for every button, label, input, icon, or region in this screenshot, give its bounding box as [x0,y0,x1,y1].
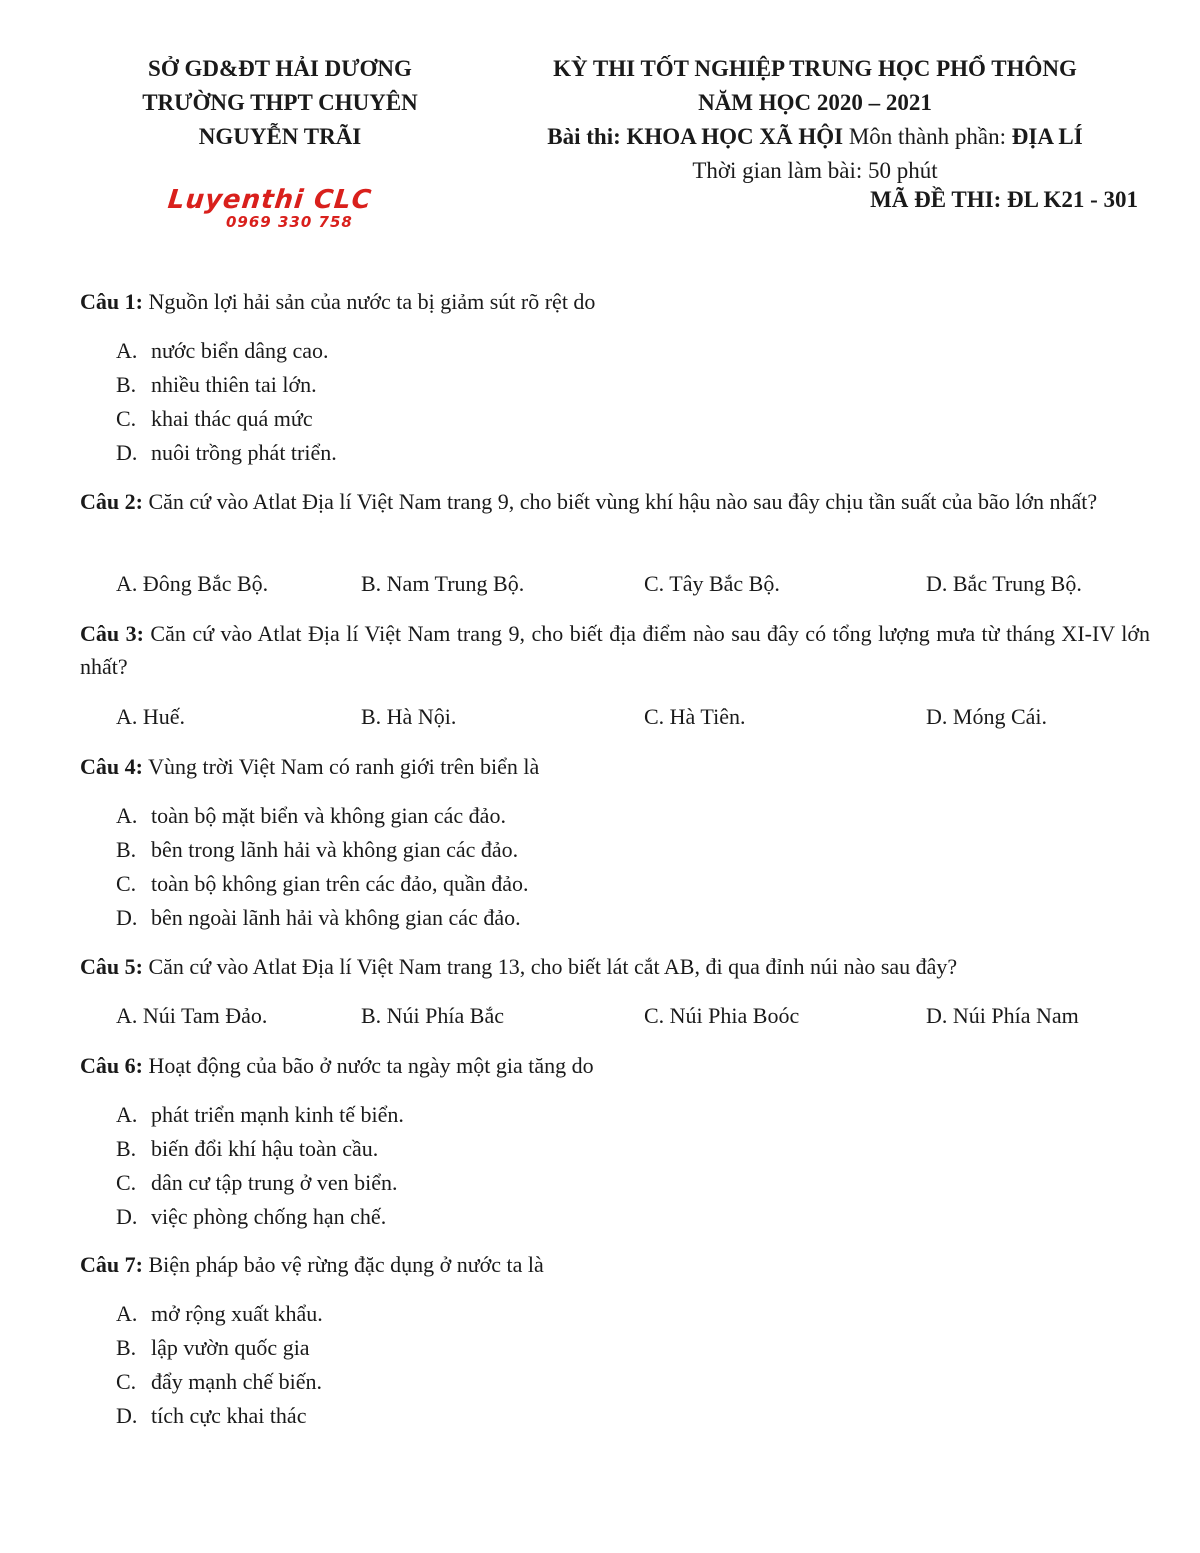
option-c[interactable]: C. toàn bộ không gian trên các đảo, quần đảo. [116,871,529,896]
question-text: Căn cứ vào Atlat Địa lí Việt Nam trang 9, cho biết vùng khí hậu nào sau đây chịu tần suất của bão lớn nhất? [148,489,1098,514]
question-label: Câu 7: [80,1252,143,1277]
exam-title: KỲ THI TỐT NGHIỆP TRUNG HỌC PHỔ THÔNG [553,56,1077,81]
subject-name: KHOA HỌC XÃ HỘI [626,124,844,149]
option-a[interactable]: A. mở rộng xuất khẩu. [116,1301,323,1326]
option-b[interactable]: B. Hà Nội. [361,704,457,729]
subject-line [470,120,1160,154]
option-d[interactable]: D. bên ngoài lãnh hải và không gian các đảo. [116,905,521,930]
option-c[interactable]: C. Hà Tiên. [644,704,746,729]
option-b[interactable]: B. nhiều thiên tai lớn. [116,372,317,397]
exam-code: MÃ ĐỀ THI: ĐL K21 - 301 [870,187,1138,212]
option-d[interactable]: D. Núi Phía Nam [926,1003,1079,1028]
subject-prefix: Bài thi: [547,124,621,149]
question-label: Câu 5: [80,954,143,979]
school-header [100,52,460,154]
options-q7 [116,1297,323,1433]
question-2 [80,485,1150,518]
logo-phone: 0969 330 758 [226,213,353,231]
options-q1 [116,334,337,470]
option-d[interactable]: D. tích cực khai thác [116,1403,307,1428]
option-b[interactable]: B. Núi Phía Bắc [361,1003,504,1028]
school-name-line2: NGUYỄN TRÃI [198,124,362,149]
option-a[interactable]: A. Núi Tam Đảo. [116,1003,268,1028]
option-a[interactable]: A. phát triển mạnh kinh tế biển. [116,1102,404,1127]
option-a[interactable]: A. nước biển dâng cao. [116,338,329,363]
question-label: Câu 6: [80,1053,143,1078]
exam-header [470,52,1160,188]
option-c[interactable]: C. Núi Phia Boóc [644,1003,800,1028]
option-c[interactable]: C. khai thác quá mức [116,406,313,431]
question-7 [80,1248,1150,1281]
option-b[interactable]: B. lập vườn quốc gia [116,1335,310,1360]
question-6 [80,1049,1150,1082]
option-d[interactable]: D. việc phòng chống hạn chế. [116,1204,387,1229]
option-d[interactable]: D. nuôi trồng phát triển. [116,440,337,465]
option-c[interactable]: C. đẩy mạnh chế biến. [116,1369,323,1394]
question-3 [80,617,1150,683]
question-label: Câu 1: [80,289,143,314]
component-prefix: Môn thành phần: [848,124,1007,149]
options-q6 [116,1098,404,1234]
question-text: Vùng trời Việt Nam có ranh giới trên biển là [148,754,540,779]
school-year: NĂM HỌC 2020 – 2021 [698,90,932,115]
exam-time: Thời gian làm bài: 50 phút [692,158,938,183]
option-d[interactable]: D. Bắc Trung Bộ. [926,571,1082,596]
department-name: SỞ GD&ĐT HẢI DƯƠNG [148,56,412,81]
option-a[interactable]: A. toàn bộ mặt biển và không gian các đảo. [116,803,506,828]
question-text: Căn cứ vào Atlat Địa lí Việt Nam trang 9, cho biết địa điểm nào sau đây có tổng lượng mưa từ tháng XI-IV lớn nhất? [80,621,1151,679]
options-q4 [116,799,529,935]
school-name-line1: TRƯỜNG THPT CHUYÊN [142,90,418,115]
question-text: Nguồn lợi hải sản của nước ta bị giảm sút rõ rệt do [148,289,596,314]
option-a[interactable]: A. Đông Bắc Bộ. [116,571,269,596]
question-1 [80,285,1150,318]
question-text: Hoạt động của bão ở nước ta ngày một gia tăng do [148,1053,594,1078]
question-label: Câu 4: [80,754,143,779]
logo-brand: Luyenthi CLC [166,185,374,215]
question-5 [80,950,1150,983]
option-a[interactable]: A. Huế. [116,704,186,729]
question-text: Biện pháp bảo vệ rừng đặc dụng ở nước ta là [148,1252,544,1277]
options-q5 [116,999,1156,1033]
option-b[interactable]: B. biến đổi khí hậu toàn cầu. [116,1136,379,1161]
question-label: Câu 3: [80,621,144,646]
watermark-logo [168,186,372,230]
options-q3 [116,700,1156,734]
option-b[interactable]: B. bên trong lãnh hải và không gian các đảo. [116,837,519,862]
option-b[interactable]: B. Nam Trung Bộ. [361,571,525,596]
question-4 [80,750,1150,783]
option-d[interactable]: D. Móng Cái. [926,704,1047,729]
component-name: ĐỊA LÍ [1011,124,1083,149]
option-c[interactable]: C. dân cư tập trung ở ven biển. [116,1170,398,1195]
question-text: Căn cứ vào Atlat Địa lí Việt Nam trang 13, cho biết lát cắt AB, đi qua đỉnh núi nào sau đây? [148,954,958,979]
question-label: Câu 2: [80,489,143,514]
options-q2 [116,567,1156,601]
option-c[interactable]: C. Tây Bắc Bộ. [644,571,780,596]
